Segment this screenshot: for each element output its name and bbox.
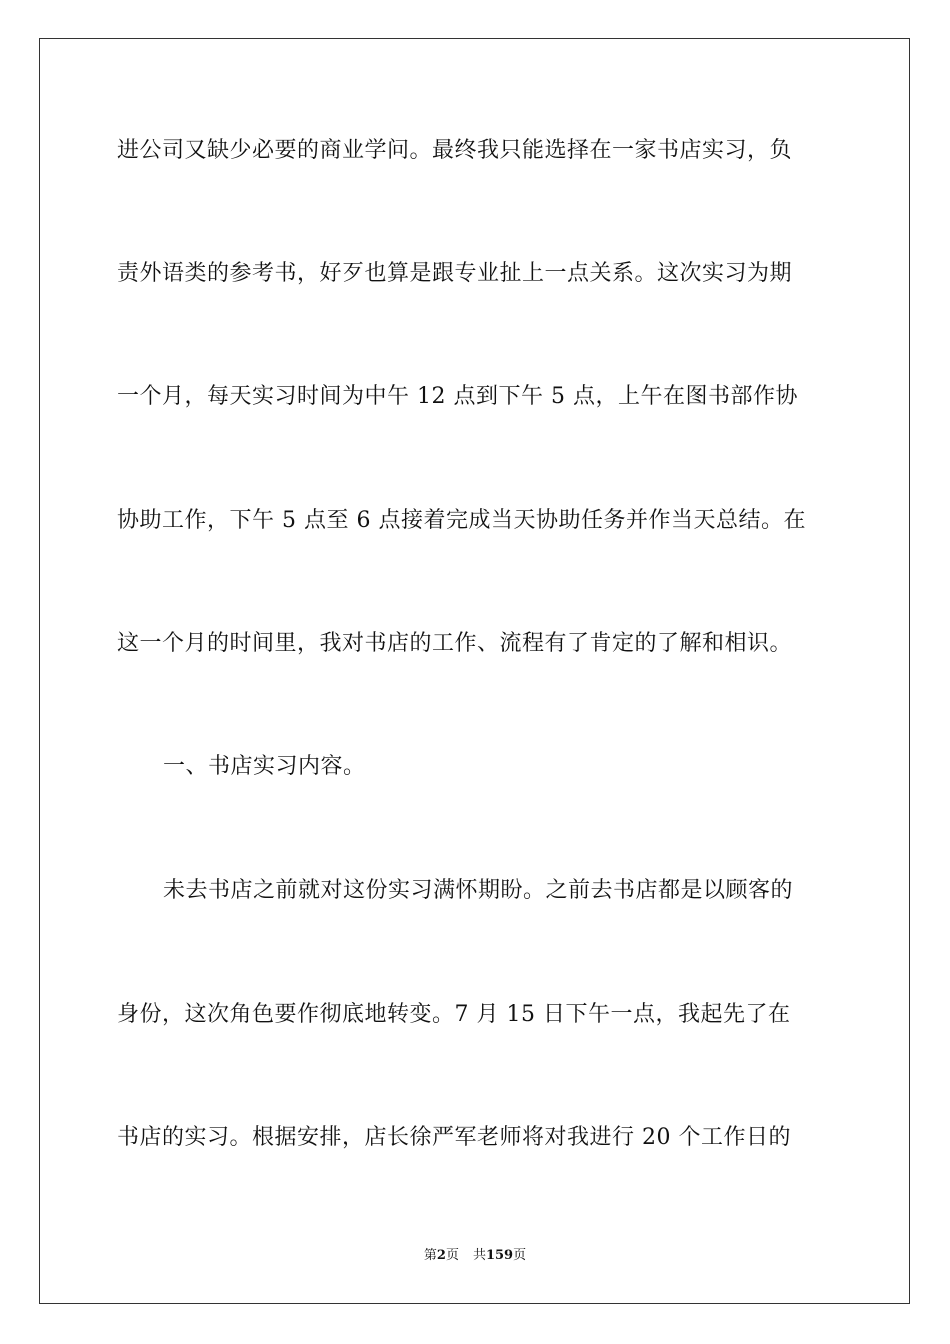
page-number: 2: [436, 1248, 446, 1263]
total-pages: 159: [485, 1248, 514, 1263]
text-line-2: 责外语类的参考书，好歹也算是跟专业扯上一点关系。这次实习为期: [117, 261, 793, 286]
page-border: [39, 38, 910, 1304]
text-line-9: 书店的实习。根据安排，店长徐严军老师将对我进行 20 个工作日的: [117, 1125, 791, 1150]
text-line-1: 进公司又缺少必要的商业学问。最终我只能选择在一家书店实习，负: [117, 138, 793, 163]
text-line-8: 身份，这次角色要作彻底地转变。7 月 15 日下午一点，我起先了在: [117, 1002, 791, 1027]
total-suffix: 页: [513, 1248, 527, 1263]
total-prefix: 共: [472, 1248, 486, 1263]
text-line-5: 这一个月的时间里，我对书店的工作、流程有了肯定的了解和相识。: [117, 631, 793, 656]
page-suffix: 页: [445, 1248, 459, 1263]
text-line-3: 一个月，每天实习时间为中午 12 点到下午 5 点，上午在图书部作协: [117, 384, 798, 409]
page-footer: [0, 1247, 950, 1265]
page-prefix: 第: [423, 1248, 437, 1263]
section-heading: 一、书店实习内容。: [163, 754, 366, 779]
text-line-4: 协助工作，下午 5 点至 6 点接着完成当天协助任务并作当天总结。在: [117, 508, 806, 533]
text-line-7: 未去书店之前就对这份实习满怀期盼。之前去书店都是以顾客的: [163, 878, 794, 903]
